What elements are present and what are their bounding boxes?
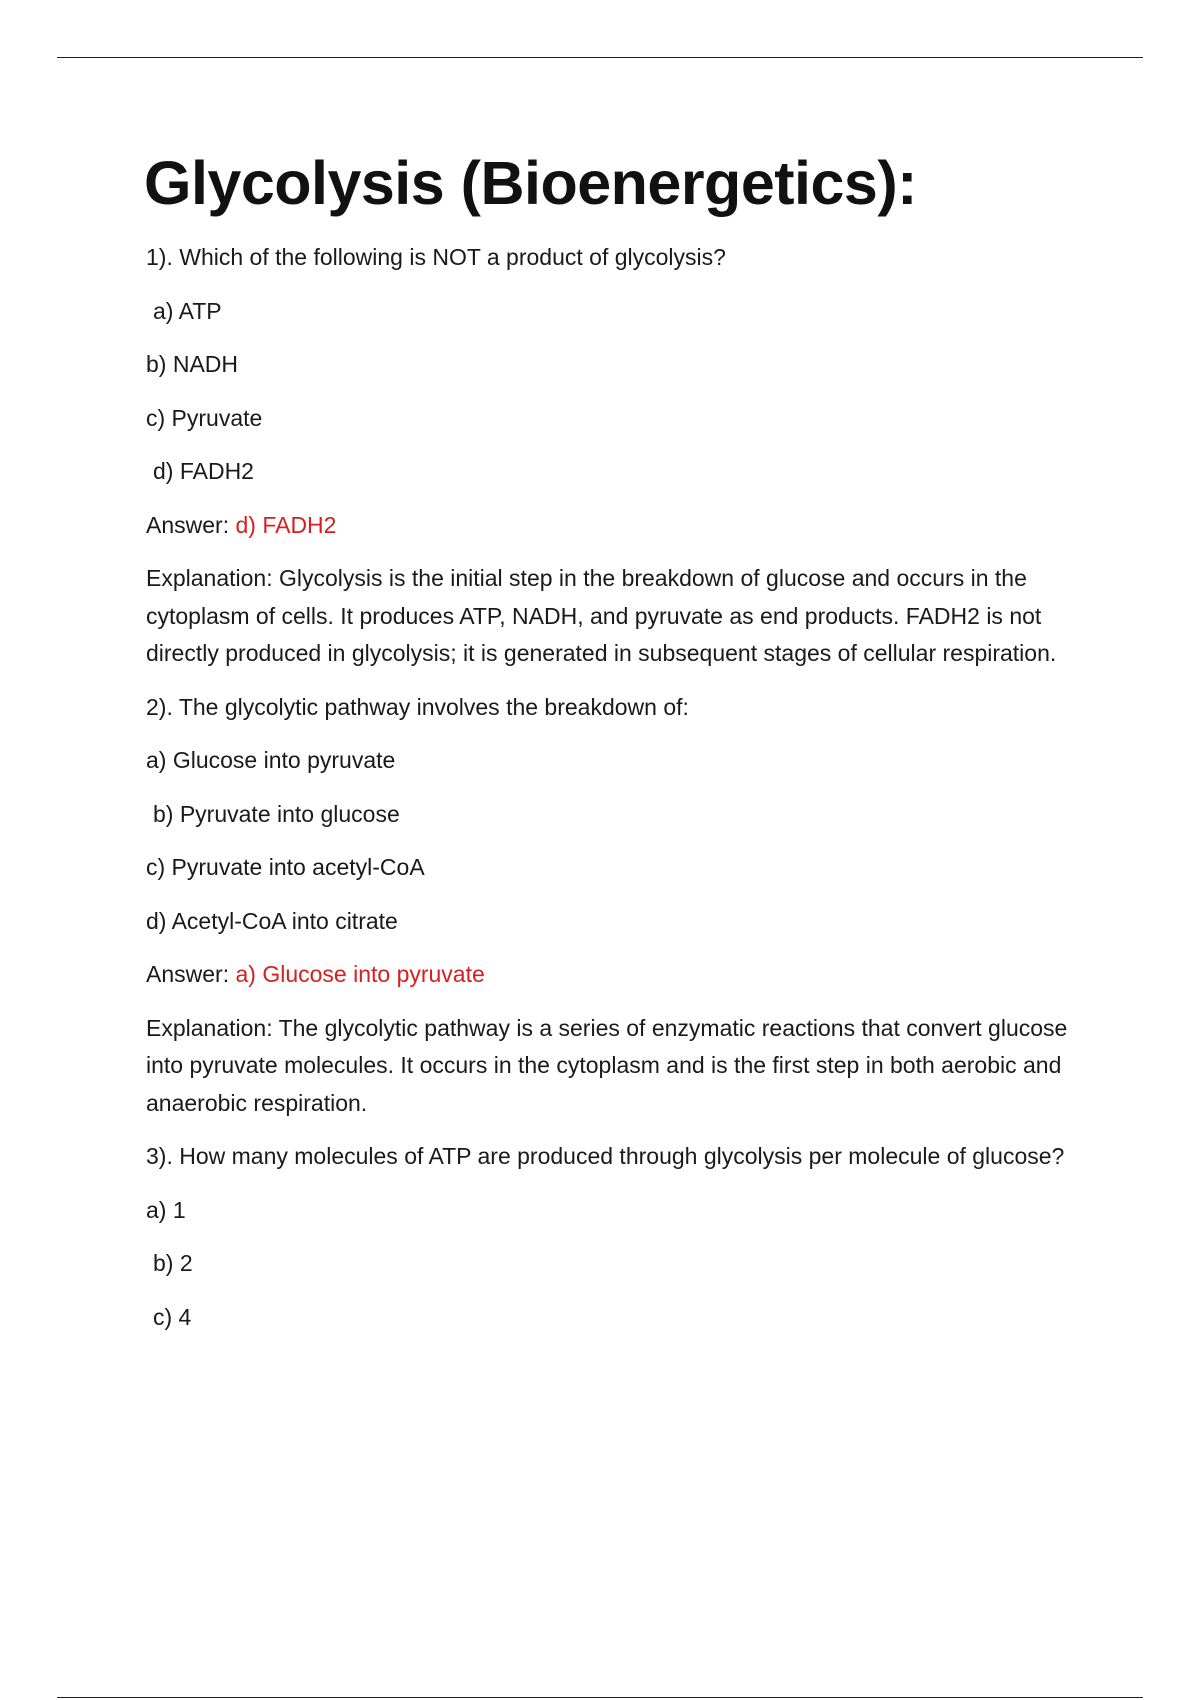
answer-label: Answer: [146,961,230,988]
q2-option-a: a) Glucose into pyruvate [146,747,396,774]
bottom-rule [57,1697,1143,1698]
q1-option-c: c) Pyruvate [146,404,263,431]
q3-option-a: a) 1 [146,1196,186,1223]
answer-label: Answer: [146,511,230,538]
document-page [146,150,1096,1352]
answer-value: d) FADH2 [235,511,337,538]
q2-option-c: c) Pyruvate into acetyl-CoA [146,854,425,881]
page-title: Glycolysis (Bioenergetics): [144,149,917,217]
q3-option-b: b) 2 [153,1250,193,1277]
q1-answer [146,507,1096,545]
q3-option-c: c) 4 [153,1303,192,1330]
q2-answer [146,956,1096,994]
q1-option-a: a) ATP [153,297,222,324]
q1-option-d: d) FADH2 [153,458,254,485]
question-3: 3). How many molecules of ATP are produced through glycolysis per molecule of glucose? [146,1143,1065,1170]
question-2: 2). The glycolytic pathway involves the breakdown of: [146,693,689,720]
q2-explanation: Explanation: The glycolytic pathway is a series of enzymatic reactions that convert glucose into pyruvate molecules. It occurs in the cytoplasm and is the first step in both aerobic and anaerobic respiration. [146,1014,1068,1116]
q1-option-b: b) NADH [146,351,239,378]
answer-value: a) Glucose into pyruvate [235,961,485,988]
q1-explanation: Explanation: Glycolysis is the initial step in the breakdown of glucose and occurs in the cytoplasm of cells. It produces ATP, NADH, and pyruvate as end products. FADH2 is not directly produced in glycolysis; it is generated in subsequent stages of cellular respiration. [146,565,1057,667]
q2-option-d: d) Acetyl-CoA into citrate [146,907,398,934]
q2-option-b: b) Pyruvate into glucose [153,800,400,827]
question-1: 1). Which of the following is NOT a product of glycolysis? [146,244,726,271]
top-rule [57,57,1143,58]
